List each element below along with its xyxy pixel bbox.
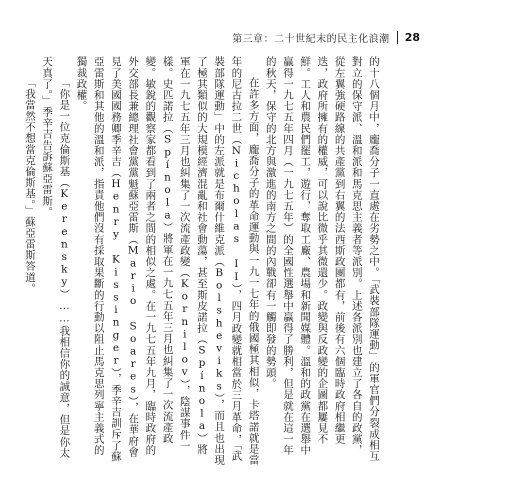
body-text (23, 56, 382, 466)
header-divider (397, 31, 398, 44)
paragraph-4-quote: 「我當然不想當克倫斯基。」蘇亞雷斯答道。 (23, 77, 36, 294)
paragraph-1: 的十八個月中，龐喬分子一直處在劣勢之中。「武裝部隊運動」的軍官們分裂成相互對立的保守派、溫和派和馬克思主義者等派別。上述各派別也建立了各自的政黨，從左翼強硬路線的共產黨到右翼的法西斯政團都有，前後有六個臨時政府相繼更迭，政府所擁有的權威，可以說比微乎其微還少。政變與反政變的企圖都屢見不鮮。工人和農民們罷工，遊行，奪取工廠、農場和新聞媒體。溫和的政黨在選舉中贏得一九七五年四月（一九七五年）的全國性選舉中贏得了勝利，但是就在這一年的秋天，保守的北方與激進的南方之間的內戰卻有一觸即發的勢頭。 (264, 56, 380, 462)
page-number: 28 (404, 30, 420, 44)
chapter-title: 第三章：二十世紀末的民主化浪潮 (232, 33, 390, 45)
paragraph-3-quote: 「你是一位克倫斯基（Kerensky）……我相信你的誠意，但是你太天真了。」季辛吉告訴蘇亞雷斯。 (41, 56, 71, 459)
running-header (232, 30, 420, 44)
paragraph-2: 在許多方面，龐喬分子的革命運動與一九一七年的俄國極其相似，卡塔諾就是當年的尼古拉二世（Nicholas II），四月政變就相當於三月革命，「武裝部隊運動」中的左派就是布爾什維克派（Bolsheviks），而且也出現了極其類似的大規模經濟混亂和社會動蕩，甚至斯皮諾拉（Spínola）將軍在一九七五年三月也糾集了一次流產政變（Kornilov），陰謀事件一樣。史匹諾拉（Spínola）將軍在一九七五年三月也糾集了一次流產政變。敏銳的觀察家都看到了兩者之間的相似之處。在一九七五年九月，臨時政府的外交部長兼總理社會黨黨魁蘇亞雷斯（Mario Soares），在華府會見了美國國務卿季辛吉（Henry Kissinger），季辛吉訓斥了蘇亞雷斯和其他的溫和派，指責他們沒有採取果斷的行動以阻止馬克思列寧主義式的獨裁政權。 (75, 56, 260, 466)
